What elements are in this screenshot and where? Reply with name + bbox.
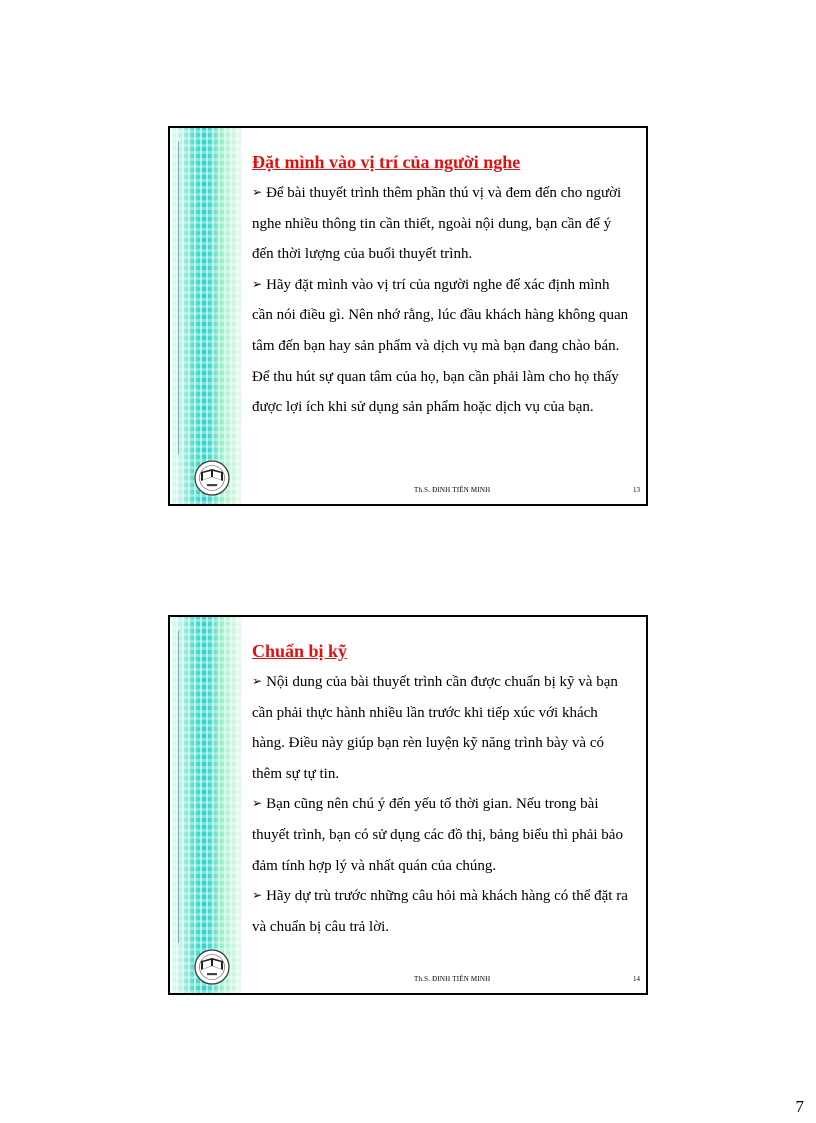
arrow-bullet-icon: ➢ (252, 888, 263, 903)
arrow-bullet-icon: ➢ (252, 796, 263, 811)
slide-content (252, 639, 632, 942)
footer-author: Th.S. ĐINH TIẾN MINH (414, 486, 491, 494)
slide-footer (170, 478, 646, 498)
bullet-text: Hãy dự trù trước những câu hỏi mà khách hàng có thể đặt ra và chuẩn bị câu trả lời. (252, 888, 628, 935)
bullet-text: Nội dung của bài thuyết trình cần được chuẩn bị kỹ và bạn cần phải thực hành nhiều lần trước khi tiếp xúc với khách hàng. Điều này giúp bạn rèn luyện kỹ năng trình bày và có thêm sự tự tin. (252, 674, 618, 782)
decorative-side-band (170, 128, 242, 504)
bullet-item (252, 270, 632, 423)
slide-13 (168, 126, 648, 506)
slide-14 (168, 615, 648, 995)
footer-author: Th.S. ĐINH TIẾN MINH (414, 975, 491, 983)
slide-footer (170, 967, 646, 987)
slide-body (252, 667, 632, 942)
bullet-text: Để bài thuyết trình thêm phần thú vị và đem đến cho người nghe nhiều thông tin cần thiết, ngoài nội dung, bạn cần để ý đến thời lượng của buổi thuyết trình. (252, 185, 622, 263)
divider-line (178, 142, 179, 454)
divider-line (178, 631, 179, 943)
bullet-text: Bạn cũng nên chú ý đến yếu tố thời gian. Nếu trong bài thuyết trình, bạn có sử dụng các đồ thị, bảng biểu thì phải bảo đảm tính hợp lý và nhất quán của chúng. (252, 796, 623, 874)
slide-title: Chuẩn bị kỹ (252, 641, 348, 661)
slide-content (252, 150, 632, 423)
slide-number: 13 (633, 486, 640, 494)
page-number: 7 (795, 1097, 804, 1116)
slide-title: Đặt mình vào vị trí của người nghe (252, 152, 521, 172)
slide-body (252, 178, 632, 423)
arrow-bullet-icon: ➢ (252, 276, 263, 291)
bullet-text: Hãy đặt mình vào vị trí của người nghe để xác định mình cần nói điều gì. Nên nhớ rằng, lúc đầu khách hàng không quan tâm đến bạn hay sản phẩm và dịch vụ mà bạn đang chào bán. Để thu hút sự quan tâm của họ, bạn cần phải làm cho họ thấy được lợi ích khi sử dụng sản phẩm hoặc dịch vụ của bạn. (252, 276, 629, 416)
slide-number: 14 (633, 975, 640, 983)
bullet-item (252, 178, 632, 270)
bullet-item (252, 789, 632, 881)
arrow-bullet-icon: ➢ (252, 185, 263, 199)
decorative-side-band (170, 617, 242, 993)
arrow-bullet-icon: ➢ (252, 674, 263, 688)
bullet-item (252, 881, 632, 942)
bullet-item (252, 667, 632, 789)
